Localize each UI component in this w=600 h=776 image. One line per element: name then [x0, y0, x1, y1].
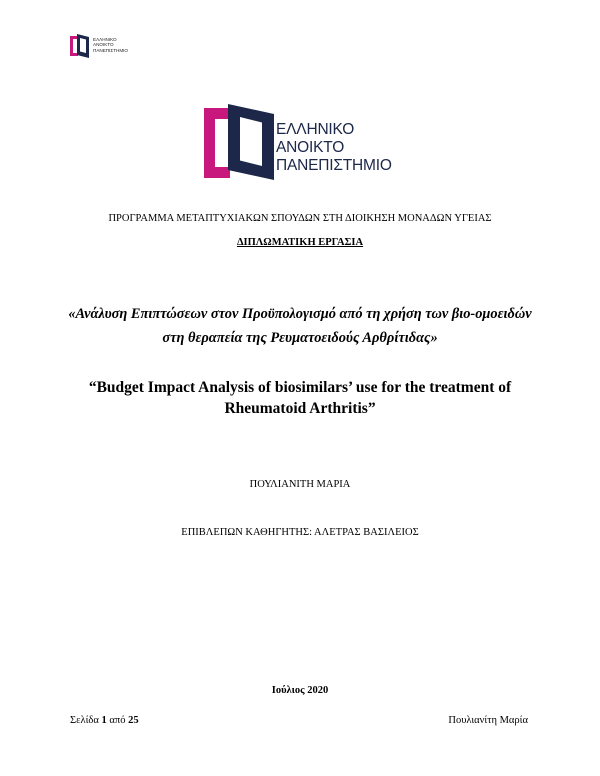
university-logo — [204, 104, 404, 180]
logo-line-1: ΕΛΛΗΝΙΚΟ — [276, 121, 355, 138]
date: Ιούλιος 2020 — [271, 685, 329, 696]
program-name: ΠΡΟΓΡΑΜΜΑ ΜΕΤΑΠΤΥΧΙΑΚΩΝ ΣΠΟΥΔΩΝ ΣΤΗ ΔΙΟΙΚΗΣΗ ΜΟΝΑΔΩΝ ΥΓΕΙΑΣ — [108, 213, 492, 224]
small-logo-line-2: ΑΝΟΙΚΤΟ — [93, 42, 114, 48]
title-english: “Budget Impact Analysis of biosimilars’ use for the treatment of Rheumatoid Arthritis” — [88, 379, 512, 417]
small-logo-line-1: ΕΛΛΗΝΙΚΟ — [93, 37, 117, 42]
supervisor: ΕΠΙΒΛΕΠΩΝ ΚΑΘΗΓΗΤΗΣ: ΑΛΕΤΡΑΣ ΒΑΣΙΛΕΙΟΣ — [181, 527, 419, 538]
footer-author: Πουλιανίτη Μαρία — [448, 715, 528, 726]
page-prefix: Σελίδα — [70, 715, 99, 726]
author-name: ΠΟΥΛΙΑΝΙΤΗ ΜΑΡΙΑ — [249, 479, 351, 490]
page-current: 1 — [101, 715, 107, 726]
small-logo-mark — [70, 34, 92, 58]
thesis-label — [0, 237, 600, 248]
page-number — [70, 715, 139, 726]
small-university-logo — [70, 34, 140, 58]
page-total: 25 — [128, 715, 139, 726]
thesis-label-text: ΔΙΠΛΩΜΑΤΙΚΗ ΕΡΓΑΣΙΑ — [236, 237, 364, 248]
logo-line-2: ΑΝΟΙΚΤΟ — [276, 139, 345, 156]
page-of: από — [109, 715, 126, 726]
logo-mark — [204, 104, 276, 180]
logo-line-3: ΠΑΝΕΠΙΣΤΗΜΙΟ — [276, 157, 392, 174]
small-logo-line-3: ΠΑΝΕΠΙΣΤΗΜΙΟ — [93, 47, 128, 53]
title-greek: «Ανάλυση Επιπτώσεων στον Προϋπολογισμό από τη χρήση των βιο-ομοειδών στη θεραπεία της Ρευματοειδούς Αρθρίτιδας» — [68, 306, 532, 346]
